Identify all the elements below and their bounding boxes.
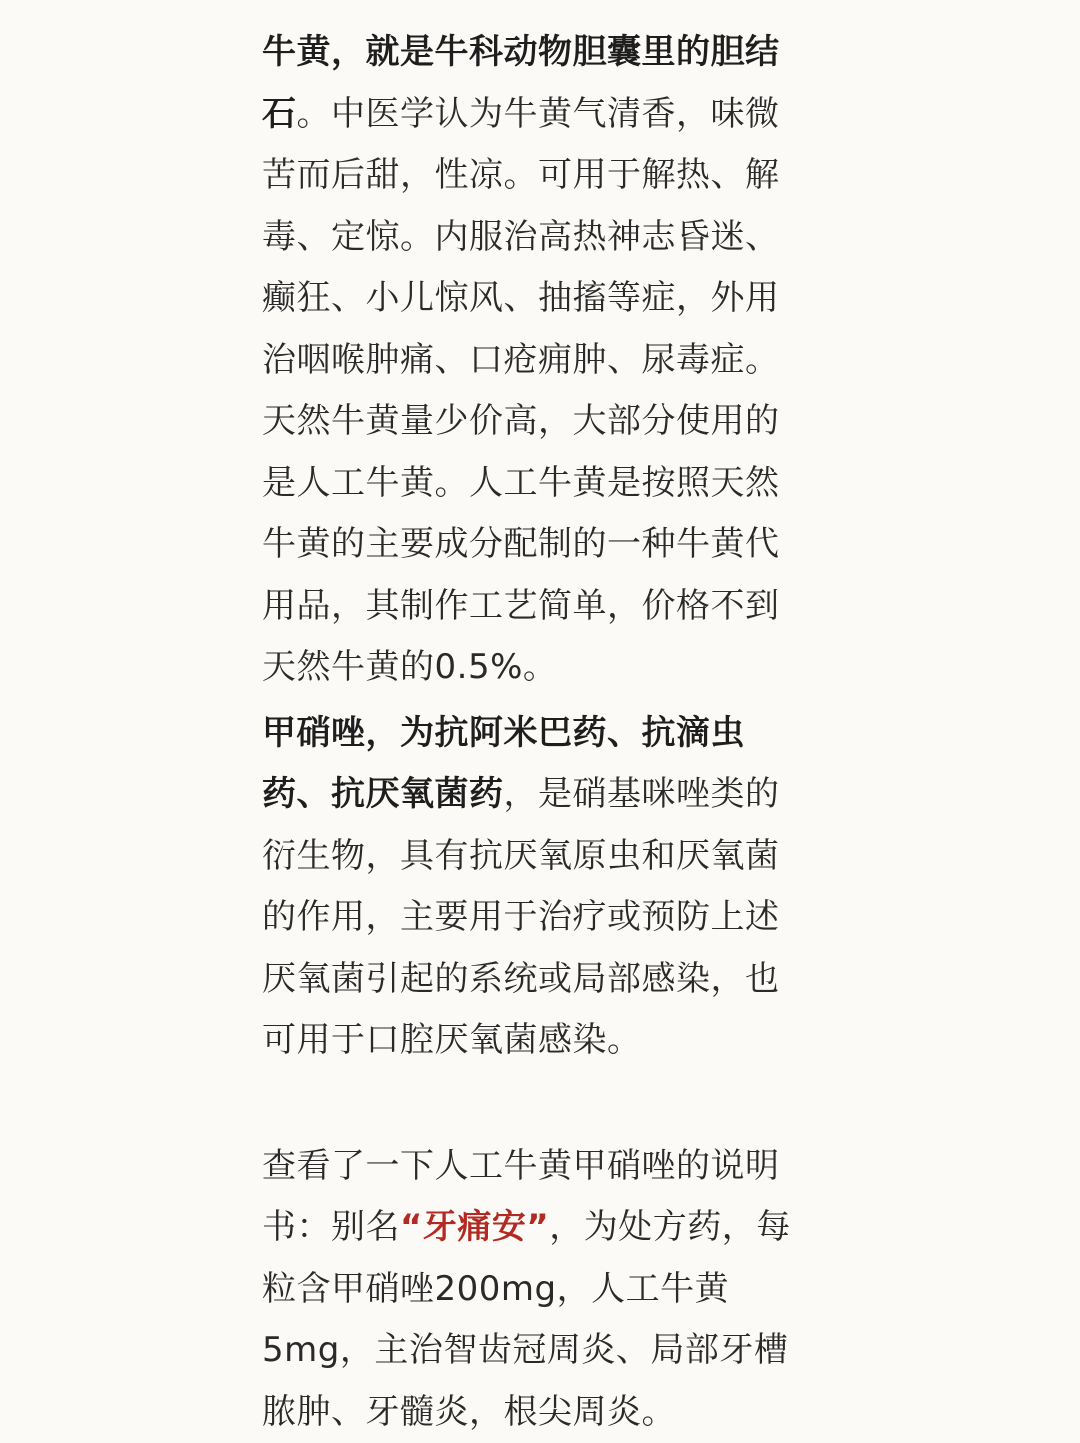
paragraph-jiaxiaozuo-bold-intro: 甲硝唑，为抗阿米巴药、抗滴虫药、抗厌氧菌药 — [262, 713, 745, 815]
paragraph-niuhuang-bold-intro: 牛黄，就是牛科动物胆囊里的胆结石 — [262, 32, 780, 134]
paragraph-instructions-text-before: 查看了一下人工牛黄甲硝唑的说明书：别名 — [262, 1146, 780, 1248]
paragraph-niuhuang-text: 。中医学认为牛黄气清香，味微苦而后甜，性凉。可用于解热、解毒、定惊。内服治高热神志昏迷、癫狂、小儿惊风、抽搐等症，外用治咽喉肿痛、口疮痈肿、尿毒症。天然牛黄量少价高，大部分使用的是人工牛黄。人工牛黄是按照天然牛黄的主要成分配制的一种牛黄代用品，其制作工艺简单，价格不到天然牛黄的0.5%。 — [262, 94, 780, 688]
paragraph-jiaxiaozuo — [262, 703, 807, 1072]
article-body — [262, 22, 807, 1443]
paragraph-jiaxiaozuo-text: ，是硝基咪唑类的衍生物，具有抗厌氧原虫和厌氧菌的作用，主要用于治疗或预防上述厌氧菌引起的系统或局部感染，也可用于口腔厌氧菌感染。 — [262, 774, 780, 1060]
paragraph-instructions — [262, 1136, 807, 1443]
alias-highlight: “牙痛安” — [400, 1207, 549, 1247]
paragraph-instructions-text-after: ，为处方药，每粒含甲硝唑200mg，人工牛黄5mg，主治智齿冠周炎、局部牙槽脓肿、牙髓炎，根尖周炎。 — [262, 1207, 791, 1432]
section-spacer — [262, 1072, 807, 1136]
paragraph-niuhuang — [262, 22, 807, 699]
